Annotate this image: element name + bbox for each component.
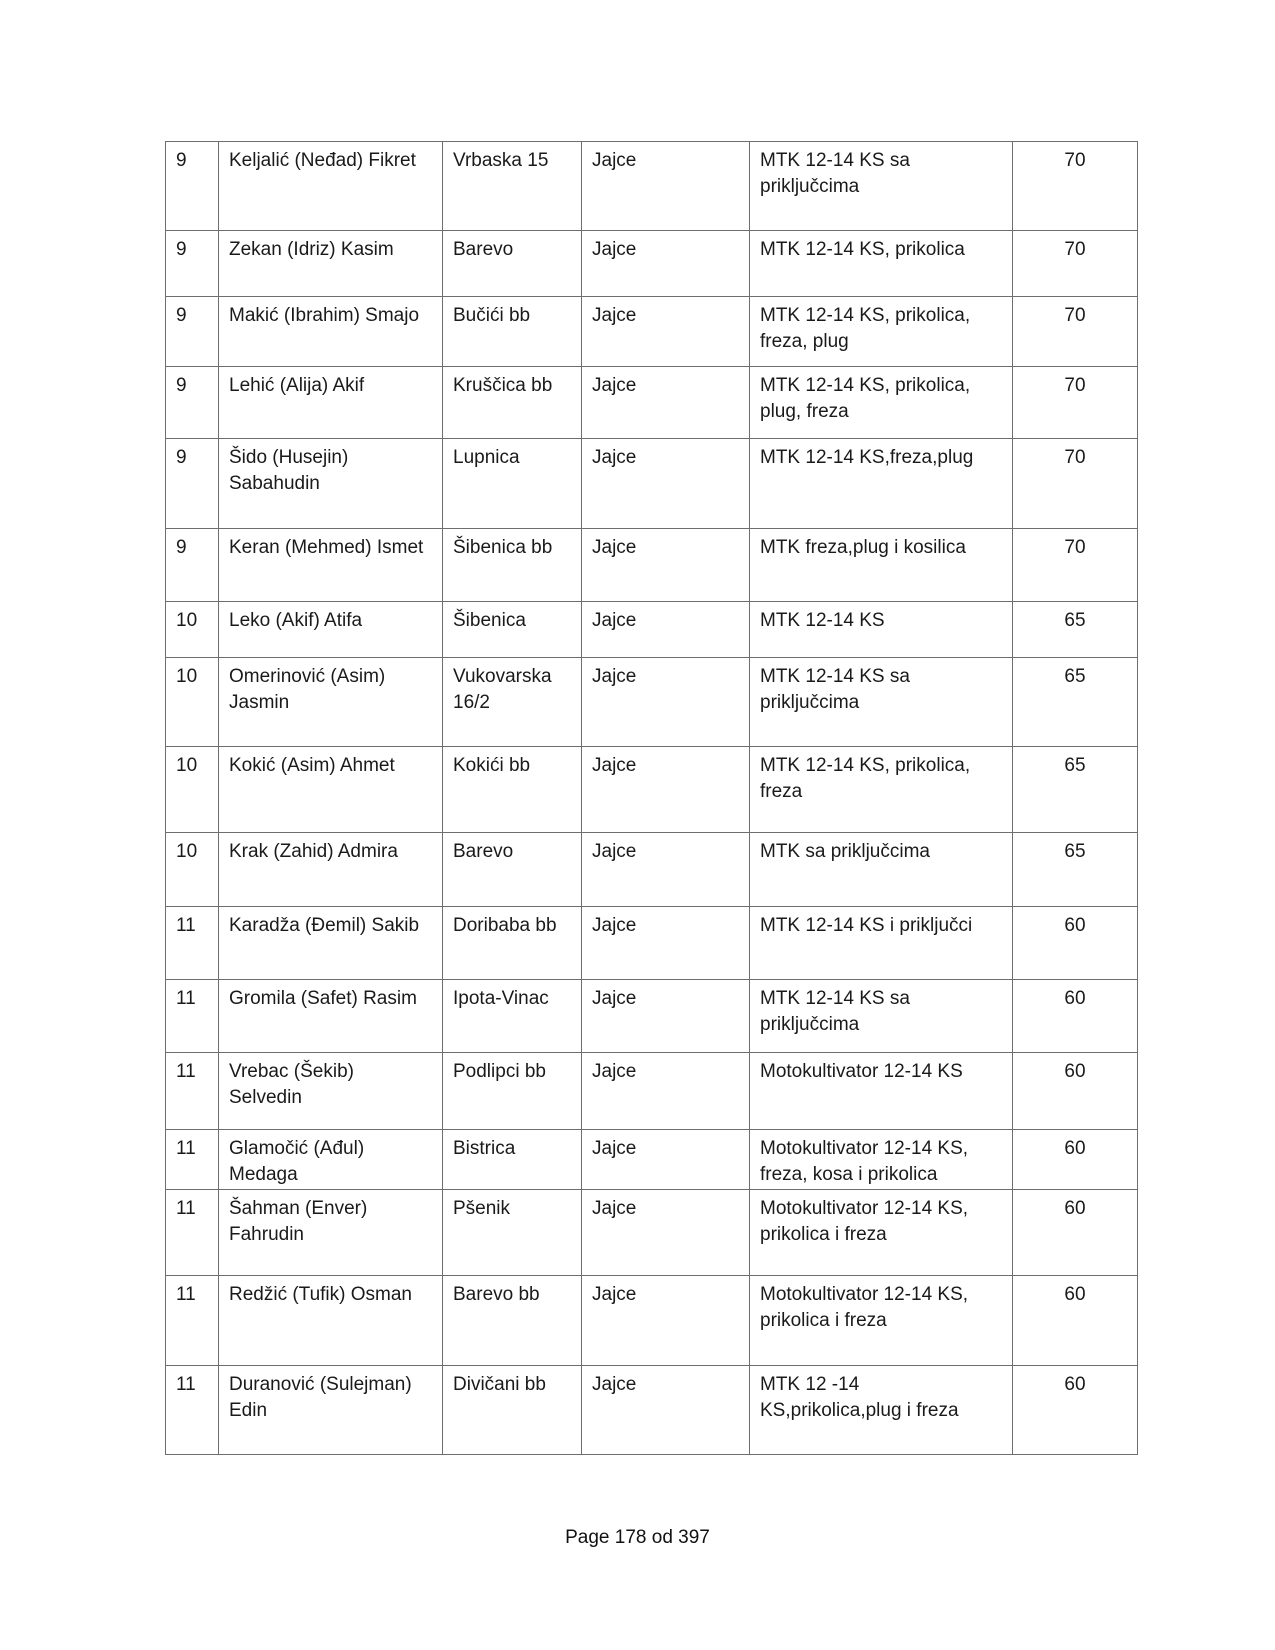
city-cell: Jajce: [582, 367, 750, 439]
points-cell: 65: [1013, 747, 1138, 833]
rank-cell: 11: [166, 1190, 219, 1276]
name-cell: Lehić (Alija) Akif: [219, 367, 443, 439]
table-row: [166, 602, 1138, 658]
address-cell: Barevo: [443, 231, 582, 297]
equipment-cell: MTK 12-14 KS sa priključcima: [750, 658, 1013, 747]
city-cell: Jajce: [582, 529, 750, 602]
name-cell: Glamočić (Ađul) Medaga: [219, 1130, 443, 1190]
table-row: [166, 1130, 1138, 1190]
address-cell: Divičani bb: [443, 1366, 582, 1455]
beneficiary-table: [165, 141, 1138, 1455]
city-cell: Jajce: [582, 1190, 750, 1276]
equipment-cell: MTK 12-14 KS sa priključcima: [750, 980, 1013, 1053]
points-cell: 65: [1013, 602, 1138, 658]
address-cell: Šibenica: [443, 602, 582, 658]
table-row: [166, 747, 1138, 833]
table-row: [166, 1190, 1138, 1276]
rank-cell: 9: [166, 231, 219, 297]
table-row: [166, 142, 1138, 231]
rank-cell: 11: [166, 907, 219, 980]
points-cell: 70: [1013, 439, 1138, 529]
rank-cell: 11: [166, 1276, 219, 1366]
points-cell: 70: [1013, 297, 1138, 367]
table-row: [166, 1366, 1138, 1455]
address-cell: Kokići bb: [443, 747, 582, 833]
name-cell: Redžić (Tufik) Osman: [219, 1276, 443, 1366]
table-row: [166, 980, 1138, 1053]
name-cell: Krak (Zahid) Admira: [219, 833, 443, 907]
city-cell: Jajce: [582, 1366, 750, 1455]
city-cell: Jajce: [582, 1276, 750, 1366]
address-cell: Šibenica bb: [443, 529, 582, 602]
city-cell: Jajce: [582, 1130, 750, 1190]
points-cell: 65: [1013, 833, 1138, 907]
rank-cell: 10: [166, 833, 219, 907]
city-cell: Jajce: [582, 142, 750, 231]
rank-cell: 11: [166, 1053, 219, 1130]
rank-cell: 10: [166, 747, 219, 833]
city-cell: Jajce: [582, 602, 750, 658]
rank-cell: 9: [166, 142, 219, 231]
equipment-cell: Motokultivator 12-14 KS, freza, kosa i prikolica: [750, 1130, 1013, 1190]
equipment-cell: MTK 12-14 KS, prikolica: [750, 231, 1013, 297]
name-cell: Kokić (Asim) Ahmet: [219, 747, 443, 833]
city-cell: Jajce: [582, 747, 750, 833]
equipment-cell: MTK 12-14 KS i priključci: [750, 907, 1013, 980]
city-cell: Jajce: [582, 297, 750, 367]
equipment-cell: Motokultivator 12-14 KS, prikolica i freza: [750, 1190, 1013, 1276]
address-cell: Podlipci bb: [443, 1053, 582, 1130]
city-cell: Jajce: [582, 980, 750, 1053]
equipment-cell: MTK 12 -14 KS,prikolica,plug i freza: [750, 1366, 1013, 1455]
equipment-cell: MTK 12-14 KS sa priključcima: [750, 142, 1013, 231]
table-row: [166, 297, 1138, 367]
rank-cell: 10: [166, 658, 219, 747]
address-cell: Bistrica: [443, 1130, 582, 1190]
equipment-cell: MTK 12-14 KS, prikolica, freza, plug: [750, 297, 1013, 367]
address-cell: Kruščica bb: [443, 367, 582, 439]
table-row: [166, 529, 1138, 602]
address-cell: Barevo: [443, 833, 582, 907]
table-row: [166, 231, 1138, 297]
rank-cell: 9: [166, 439, 219, 529]
city-cell: Jajce: [582, 1053, 750, 1130]
points-cell: 70: [1013, 529, 1138, 602]
name-cell: Vrebac (Šekib) Selvedin: [219, 1053, 443, 1130]
rank-cell: 9: [166, 297, 219, 367]
points-cell: 70: [1013, 142, 1138, 231]
name-cell: Gromila (Safet) Rasim: [219, 980, 443, 1053]
points-cell: 60: [1013, 1190, 1138, 1276]
equipment-cell: Motokultivator 12-14 KS, prikolica i freza: [750, 1276, 1013, 1366]
rank-cell: 11: [166, 1366, 219, 1455]
table-row: [166, 833, 1138, 907]
name-cell: Omerinović (Asim) Jasmin: [219, 658, 443, 747]
address-cell: Vukovarska 16/2: [443, 658, 582, 747]
city-cell: Jajce: [582, 231, 750, 297]
address-cell: Lupnica: [443, 439, 582, 529]
table-row: [166, 658, 1138, 747]
points-cell: 60: [1013, 907, 1138, 980]
table-row: [166, 907, 1138, 980]
rank-cell: 10: [166, 602, 219, 658]
table-row: [166, 1053, 1138, 1130]
table-body: [166, 142, 1138, 1455]
equipment-cell: MTK freza,plug i kosilica: [750, 529, 1013, 602]
points-cell: 70: [1013, 367, 1138, 439]
address-cell: Doribaba bb: [443, 907, 582, 980]
city-cell: Jajce: [582, 439, 750, 529]
name-cell: Leko (Akif) Atifa: [219, 602, 443, 658]
address-cell: Ipota-Vinac: [443, 980, 582, 1053]
name-cell: Šahman (Enver) Fahrudin: [219, 1190, 443, 1276]
city-cell: Jajce: [582, 833, 750, 907]
page-number: Page 178 od 397: [565, 1527, 710, 1548]
table-row: [166, 367, 1138, 439]
city-cell: Jajce: [582, 658, 750, 747]
points-cell: 60: [1013, 1366, 1138, 1455]
name-cell: Karadža (Đemil) Sakib: [219, 907, 443, 980]
address-cell: Pšenik: [443, 1190, 582, 1276]
points-cell: 60: [1013, 1053, 1138, 1130]
name-cell: Zekan (Idriz) Kasim: [219, 231, 443, 297]
rank-cell: 11: [166, 1130, 219, 1190]
points-cell: 60: [1013, 980, 1138, 1053]
name-cell: Keran (Mehmed) Ismet: [219, 529, 443, 602]
rank-cell: 9: [166, 529, 219, 602]
name-cell: Keljalić (Neđad) Fikret: [219, 142, 443, 231]
name-cell: Makić (Ibrahim) Smajo: [219, 297, 443, 367]
points-cell: 70: [1013, 231, 1138, 297]
equipment-cell: Motokultivator 12-14 KS: [750, 1053, 1013, 1130]
address-cell: Bučići bb: [443, 297, 582, 367]
rank-cell: 11: [166, 980, 219, 1053]
equipment-cell: MTK 12-14 KS, prikolica, freza: [750, 747, 1013, 833]
table-row: [166, 439, 1138, 529]
points-cell: 65: [1013, 658, 1138, 747]
name-cell: Šido (Husejin) Sabahudin: [219, 439, 443, 529]
table-row: [166, 1276, 1138, 1366]
equipment-cell: MTK 12-14 KS: [750, 602, 1013, 658]
points-cell: 60: [1013, 1130, 1138, 1190]
city-cell: Jajce: [582, 907, 750, 980]
equipment-cell: MTK 12-14 KS, prikolica, plug, freza: [750, 367, 1013, 439]
address-cell: Barevo bb: [443, 1276, 582, 1366]
rank-cell: 9: [166, 367, 219, 439]
points-cell: 60: [1013, 1276, 1138, 1366]
equipment-cell: MTK sa priključcima: [750, 833, 1013, 907]
address-cell: Vrbaska 15: [443, 142, 582, 231]
equipment-cell: MTK 12-14 KS,freza,plug: [750, 439, 1013, 529]
name-cell: Duranović (Sulejman) Edin: [219, 1366, 443, 1455]
